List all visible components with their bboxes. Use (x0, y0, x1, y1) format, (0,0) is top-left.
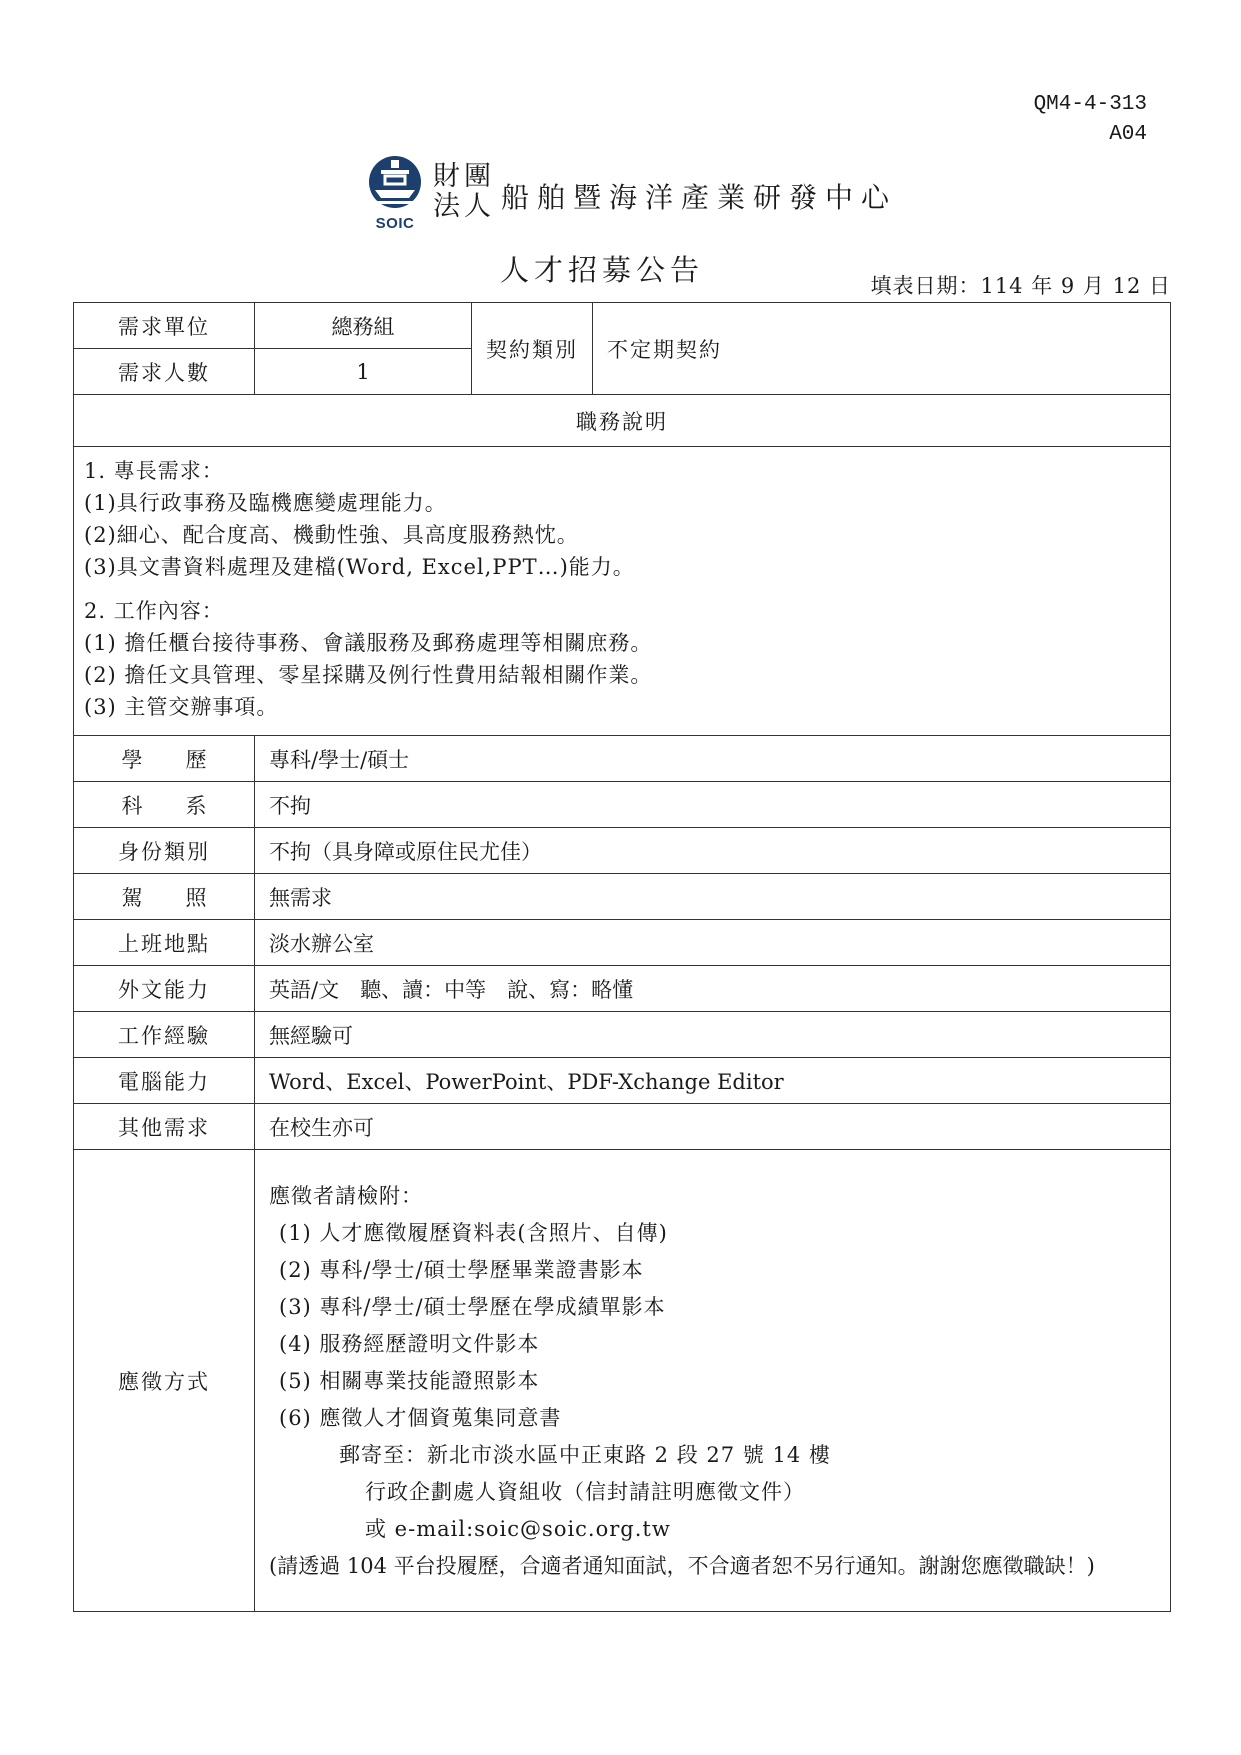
contract-label: 契約類別 (472, 303, 593, 395)
table-row (74, 874, 1171, 920)
list-item: (1)具行政事務及臨機應變處理能力。 (84, 491, 447, 515)
contract-value: 不定期契約 (593, 303, 1171, 395)
table-row (74, 447, 1171, 736)
computer-value: Word、Excel、PowerPoint、PDF-Xchange Editor (255, 1058, 1171, 1104)
experience-label: 工作經驗 (74, 1012, 255, 1058)
education-value: 專科/學士/碩士 (255, 736, 1171, 782)
license-value: 無需求 (255, 874, 1171, 920)
list-item: (5) 相關專業技能證照影本 (279, 1369, 540, 1393)
table-row (74, 828, 1171, 874)
experience-value: 無經驗可 (255, 1012, 1171, 1058)
identity-label: 身份類別 (74, 828, 255, 874)
skills-title: 1. 專長需求： (84, 459, 224, 483)
computer-label: 電腦能力 (74, 1058, 255, 1104)
table-row (74, 920, 1171, 966)
soic-logo (367, 152, 423, 232)
table-row (74, 736, 1171, 782)
dept-value: 總務組 (255, 303, 472, 349)
count-label: 需求人數 (74, 349, 255, 395)
duty-description (74, 447, 1171, 736)
apply-label: 應徵方式 (74, 1150, 255, 1612)
table-row (74, 782, 1171, 828)
license-label: 駕 照 (74, 874, 255, 920)
email-link[interactable]: 或 e-mail:soic@soic.org.tw (365, 1517, 671, 1541)
language-value: 英語/文 聽、讀：中等 說、寫：略懂 (255, 966, 1171, 1012)
list-item: (2) 專科/學士/碩士學歷畢業證書影本 (279, 1258, 644, 1282)
logo-text: SOIC (375, 215, 415, 232)
count-value: 1 (255, 349, 472, 395)
table-row (74, 1058, 1171, 1104)
mailing-address: 郵寄至：新北市淡水區中正東路 2 段 27 號 14 樓 (339, 1443, 831, 1467)
org-name: 船舶暨海洋產業研發中心 (501, 181, 898, 214)
ship-emblem-icon (367, 152, 423, 214)
table-row (74, 1104, 1171, 1150)
list-item: (3)具文書資料處理及建檔(Word, Excel,PPT…)能力。 (84, 555, 635, 579)
list-item: (3) 主管交辦事項。 (84, 695, 279, 719)
table-row (74, 1012, 1171, 1058)
list-item: (3) 專科/學士/碩士學歷在學成績單影本 (279, 1295, 666, 1319)
table-row (74, 966, 1171, 1012)
list-item: (1) 擔任櫃台接待事務、會議服務及郵務處理等相關庶務。 (84, 631, 653, 655)
document-code: QM4-4-313 (1033, 93, 1147, 116)
location-value: 淡水辦公室 (255, 920, 1171, 966)
other-label: 其他需求 (74, 1104, 255, 1150)
work-title: 2. 工作內容： (84, 599, 224, 623)
list-item: (4) 服務經歷證明文件影本 (279, 1332, 540, 1356)
list-item: (2) 擔任文具管理、零星採購及例行性費用結報相關作業。 (84, 663, 653, 687)
other-value: 在校生亦可 (255, 1104, 1171, 1150)
document-version: A04 (1109, 123, 1147, 146)
table-row (74, 1150, 1171, 1612)
recruitment-table (73, 302, 1171, 1612)
list-item: (1) 人才應徵履歷資料表(含照片、自傳) (279, 1221, 668, 1245)
page-title: 人才招募公告 (500, 253, 705, 287)
apply-intro: 應徵者請檢附： (269, 1184, 423, 1208)
table-row (74, 303, 1171, 349)
apply-method (255, 1150, 1171, 1612)
recipient: 行政企劃處人資組收（信封請註明應徵文件） (365, 1480, 805, 1504)
location-label: 上班地點 (74, 920, 255, 966)
list-item: (2)細心、配合度高、機動性強、具高度服務熱忱。 (84, 523, 579, 547)
fill-date: 填表日期：114 年 9 月 12 日 (870, 274, 1171, 298)
department-label: 科 系 (74, 782, 255, 828)
dept-label: 需求單位 (74, 303, 255, 349)
apply-note: (請透過 104 平台投履歷，合適者通知面試，不合適者恕不另行通知。謝謝您應徵職缺！) (269, 1554, 1095, 1578)
org-type: 財團 法人 (433, 161, 495, 222)
table-row (74, 395, 1171, 447)
department-value: 不拘 (255, 782, 1171, 828)
list-item: (6) 應徵人才個資蒐集同意書 (279, 1406, 562, 1430)
duty-heading: 職務說明 (74, 395, 1171, 447)
identity-value: 不拘（具身障或原住民尤佳） (255, 828, 1171, 874)
language-label: 外文能力 (74, 966, 255, 1012)
education-label: 學 歷 (74, 736, 255, 782)
letterhead (367, 152, 897, 232)
document-number (1034, 90, 1147, 150)
